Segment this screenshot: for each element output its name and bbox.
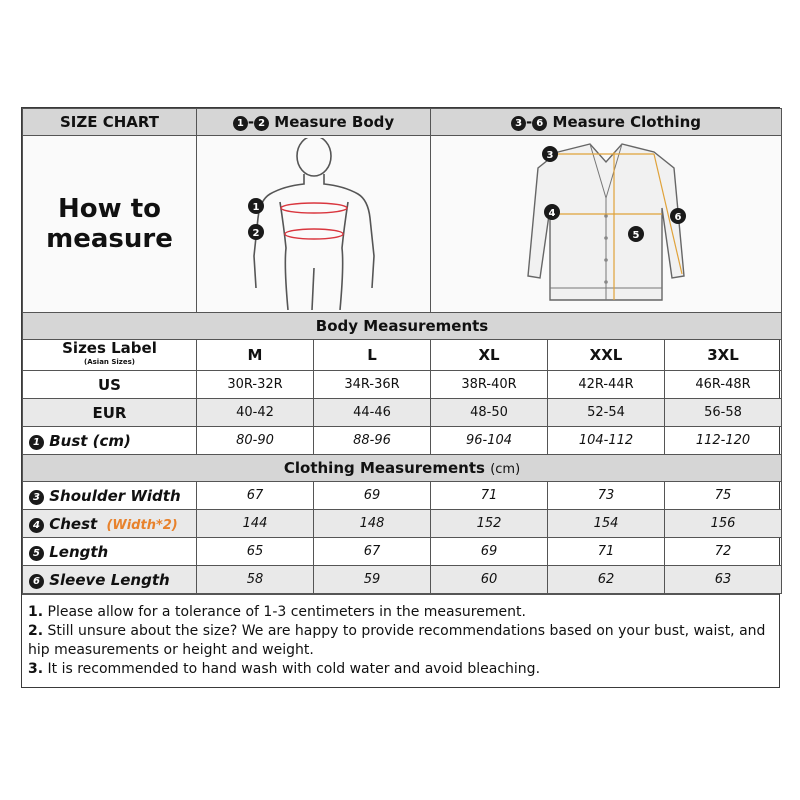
- clothing-unit: (cm): [490, 462, 521, 477]
- row-label-cell: [23, 566, 197, 594]
- note-item: 3. It is recommended to hand wash with cold water and avoid bleaching.: [28, 661, 541, 677]
- row-label: EUR: [23, 399, 197, 427]
- size-header: XXL: [548, 340, 665, 371]
- note-item: 2. Still unsure about the size? We are happy to provide recommendations based on your bust, waist, and hip measurements or height and weight.: [28, 623, 766, 658]
- table-cell: 72: [665, 538, 782, 566]
- eur-row: [23, 399, 782, 427]
- table-cell: 34R-36R: [314, 371, 431, 399]
- sizes-row: [23, 340, 782, 371]
- table-cell: 46R-48R: [665, 371, 782, 399]
- table-cell: 30R-32R: [197, 371, 314, 399]
- row-label-cell: [23, 510, 197, 538]
- bust-row: [23, 427, 782, 455]
- width-note: (Width*2): [106, 517, 178, 533]
- row-label-cell: [23, 538, 197, 566]
- table-cell: 75: [665, 482, 782, 510]
- table-cell: 38R-40R: [431, 371, 548, 399]
- size-header: XL: [431, 340, 548, 371]
- row-label: Chest: [49, 514, 98, 533]
- table-cell: 71: [431, 482, 548, 510]
- table-cell: 71: [548, 538, 665, 566]
- size-header: L: [314, 340, 431, 371]
- table-cell: 52-54: [548, 399, 665, 427]
- diagram-mark: 4: [548, 208, 556, 219]
- sleeve-row: [23, 566, 782, 594]
- diagram-mark: 5: [632, 230, 640, 241]
- table-cell: 67: [197, 482, 314, 510]
- table-cell: 88-96: [314, 427, 431, 455]
- table-cell: 44-46: [314, 399, 431, 427]
- table-cell: 65: [197, 538, 314, 566]
- table-cell: 67: [314, 538, 431, 566]
- row-label-cell: [23, 482, 197, 510]
- clothing-measurements-header: [23, 455, 782, 482]
- how-to-line2: measure: [46, 224, 173, 254]
- table-cell: 48-50: [431, 399, 548, 427]
- clothing-diagram-cell: [431, 136, 782, 313]
- clothing-measurements-band: [23, 455, 782, 482]
- measure-body-title: Measure Body: [274, 113, 395, 131]
- note-item: 1. Please allow for a tolerance of 1-3 centimeters in the measurement.: [28, 604, 526, 620]
- table-cell: 73: [548, 482, 665, 510]
- num-badge: 6: [532, 116, 547, 131]
- num-badge: 5: [29, 546, 44, 561]
- row-label: Bust (cm): [49, 431, 131, 450]
- size-chart: [21, 107, 780, 688]
- body-measurements-title: Body Measurements: [23, 313, 782, 340]
- table-cell: 60: [431, 566, 548, 594]
- measure-body-header: 1 - 2 Measure Body: [197, 109, 431, 136]
- sizes-label: Sizes Label: [62, 339, 157, 357]
- table-cell: 148: [314, 510, 431, 538]
- how-to-line1: How to: [58, 194, 161, 224]
- body-diagram-cell: [197, 136, 431, 313]
- row-label: Shoulder Width: [49, 486, 181, 505]
- size-header: 3XL: [665, 340, 782, 371]
- num-badge: 1: [29, 435, 44, 450]
- shoulder-row: [23, 482, 782, 510]
- measure-clothing-header: 3 - 6 Measure Clothing: [431, 109, 782, 136]
- table-cell: 69: [431, 538, 548, 566]
- picture-row: [23, 136, 782, 313]
- row-label: Length: [49, 542, 109, 561]
- table-cell: 69: [314, 482, 431, 510]
- table-cell: 152: [431, 510, 548, 538]
- notes-section: [22, 594, 779, 687]
- size-chart-title: SIZE CHART: [23, 109, 197, 136]
- table-cell: 144: [197, 510, 314, 538]
- table-cell: 104-112: [548, 427, 665, 455]
- table-cell: 59: [314, 566, 431, 594]
- row-label: Sleeve Length: [49, 570, 170, 589]
- body-figure-icon: [214, 138, 414, 310]
- row-label-cell: [23, 427, 197, 455]
- row-label: US: [23, 371, 197, 399]
- num-badge: 3: [29, 490, 44, 505]
- length-row: [23, 538, 782, 566]
- asian-sizes-note: (Asian Sizes): [84, 358, 135, 366]
- table-cell: 63: [665, 566, 782, 594]
- diagram-mark: 1: [252, 202, 259, 213]
- table-cell: 58: [197, 566, 314, 594]
- table-cell: 62: [548, 566, 665, 594]
- cardigan-figure-icon: [496, 138, 716, 310]
- table-cell: 112-120: [665, 427, 782, 455]
- table-cell: 80-90: [197, 427, 314, 455]
- table-cell: 42R-44R: [548, 371, 665, 399]
- body-measurements-band: [23, 313, 782, 340]
- table-cell: 156: [665, 510, 782, 538]
- top-header-row: [23, 109, 782, 136]
- diagram-mark: 6: [674, 212, 682, 223]
- table-cell: 96-104: [431, 427, 548, 455]
- num-badge: 6: [29, 574, 44, 589]
- num-badge: 3: [511, 116, 526, 131]
- num-badge: 2: [254, 116, 269, 131]
- clothing-measurements-title: Clothing Measurements: [283, 459, 485, 477]
- size-table: [22, 108, 782, 594]
- table-cell: 56-58: [665, 399, 782, 427]
- table-cell: 40-42: [197, 399, 314, 427]
- diagram-mark: 2: [252, 228, 259, 239]
- num-badge: 4: [29, 518, 44, 533]
- us-row: [23, 371, 782, 399]
- size-header: M: [197, 340, 314, 371]
- chest-row: [23, 510, 782, 538]
- diagram-mark: 3: [546, 150, 554, 161]
- num-badge: 1: [233, 116, 248, 131]
- table-cell: 154: [548, 510, 665, 538]
- sizes-label-cell: [23, 340, 197, 371]
- how-to-measure-cell: [23, 136, 197, 313]
- measure-clothing-title: Measure Clothing: [552, 113, 701, 131]
